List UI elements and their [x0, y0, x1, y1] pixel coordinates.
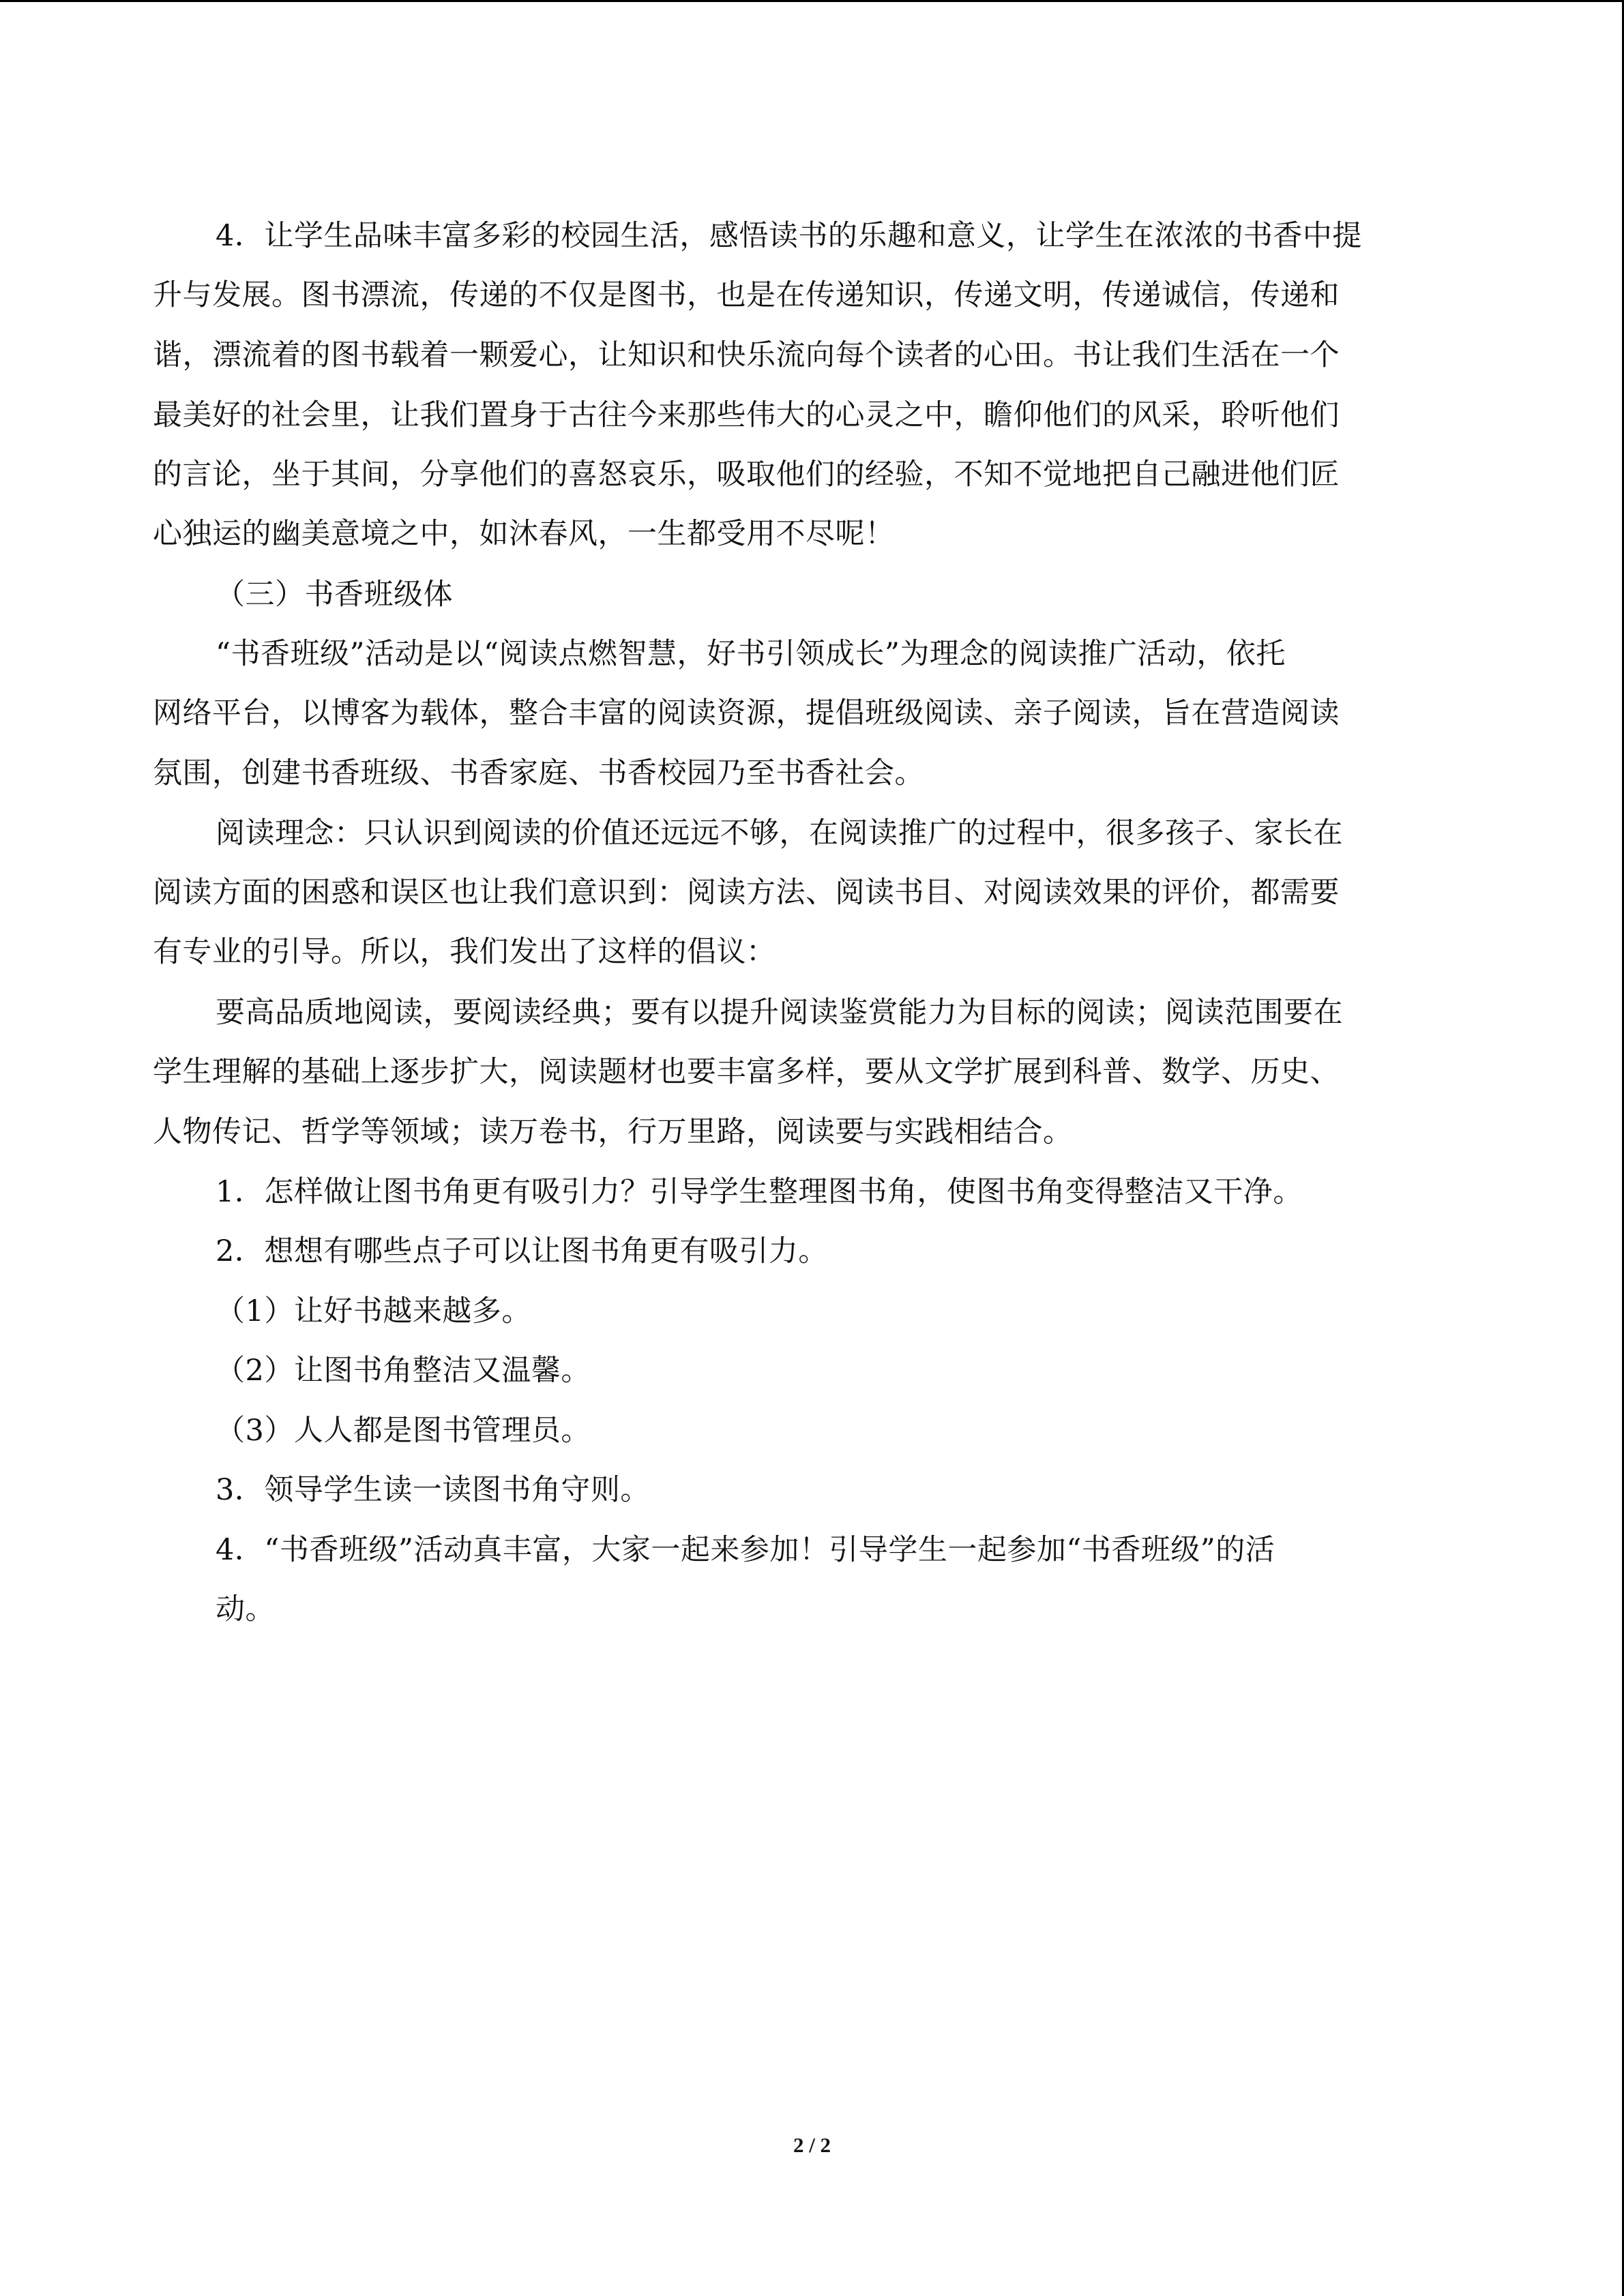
text-line: 人物传记、哲学等领域；读万卷书，行万里路，阅读要与实践相结合。 [153, 1115, 1073, 1149]
list-item: （2）让图书角整洁又温馨。 [216, 1354, 591, 1388]
page-number: 2 / 2 [793, 2133, 831, 2157]
text-line: 阅读理念：只认识到阅读的价值还远远不够，在阅读推广的过程中，很多孩子、家长在 [216, 816, 1343, 850]
text-line: 氛围，创建书香班级、书香家庭、书香校园乃至书香社会。 [153, 756, 924, 790]
page-border-top [0, 0, 1624, 2]
list-item: 动。 [216, 1592, 275, 1626]
text-line: 谐，漂流着的图书载着一颗爱心，让知识和快乐流向每个读者的心田。书让我们生活在一个 [153, 338, 1340, 372]
text-line: 学生理解的基础上逐步扩大，阅读题材也要丰富多样，要从文学扩展到科普、数学、历史、 [153, 1055, 1340, 1089]
text-line: 4．让学生品味丰富多彩的校园生活，感悟读书的乐趣和意义，让学生在浓浓的书香中提 [216, 219, 1362, 253]
text-line: 阅读方面的困惑和误区也让我们意识到：阅读方法、阅读书目、对阅读效果的评价，都需要 [153, 876, 1340, 910]
text-line: 升与发展。图书漂流，传递的不仅是图书，也是在传递知识，传递文明，传递诚信，传递和 [153, 278, 1340, 312]
list-item: 2．想想有哪些点子可以让图书角更有吸引力。 [216, 1234, 828, 1268]
list-item: （3）人人都是图书管理员。 [216, 1414, 591, 1448]
section-heading: （三）书香班级体 [216, 578, 453, 612]
list-item: 4．“书香班级”活动真丰富，大家一起来参加！引导学生一起参加“书香班级”的活 [216, 1533, 1275, 1567]
text-line: 要高品质地阅读，要阅读经典；要有以提升阅读鉴赏能力为目标的阅读；阅读范围要在 [216, 996, 1343, 1030]
text-line: 有专业的引导。所以，我们发出了这样的倡议： [153, 935, 776, 969]
list-item: （1）让好书越来越多。 [216, 1294, 531, 1328]
text-line: 最美好的社会里，让我们置身于古往今来那些伟大的心灵之中，瞻仰他们的风采，聆听他们 [153, 398, 1340, 432]
list-item: 3．领导学生读一读图书角守则。 [216, 1473, 650, 1507]
text-line: 的言论，坐于其间，分享他们的喜怒哀乐，吸取他们的经验，不知不觉地把自己融进他们匠 [153, 458, 1340, 492]
text-line: 网络平台，以博客为载体，整合丰富的阅读资源，提倡班级阅读、亲子阅读，旨在营造阅读 [153, 696, 1340, 730]
list-item: 1．怎样做让图书角更有吸引力？引导学生整理图书角，使图书角变得整洁又干净。 [216, 1175, 1303, 1209]
text-line: 心独运的幽美意境之中，如沐春风，一生都受用不尽呢！ [153, 517, 895, 551]
text-line: “书香班级”活动是以“阅读点燃智慧，好书引领成长”为理念的阅读推广活动，依托 [216, 637, 1286, 671]
